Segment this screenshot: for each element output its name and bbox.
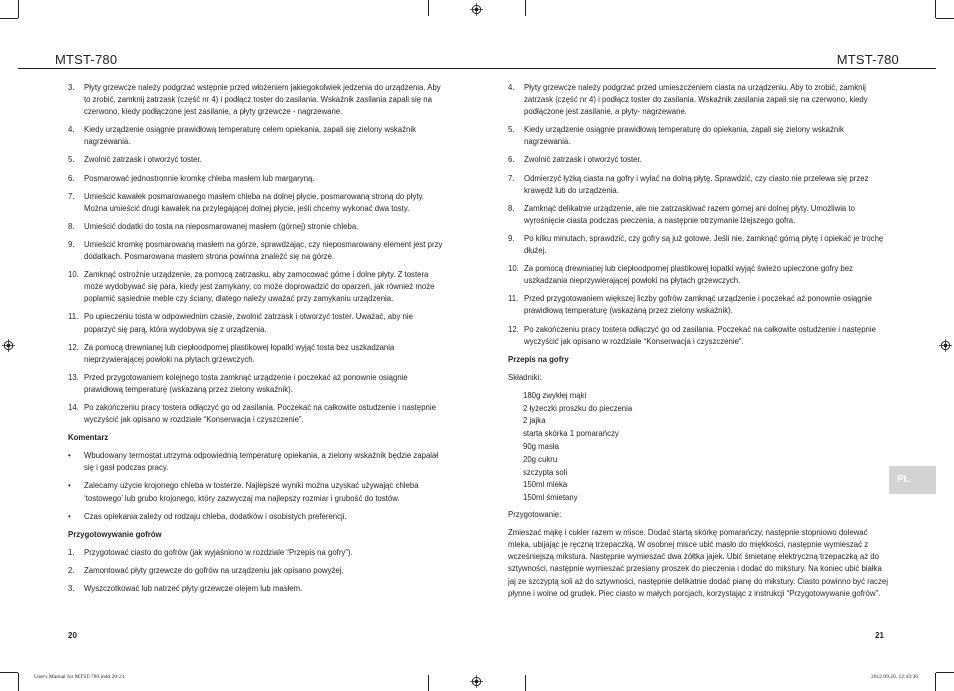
bullet-marker: • — [68, 511, 71, 521]
instruction-list — [68, 82, 445, 426]
page-number: 21 — [875, 631, 884, 640]
ingredient-list — [508, 390, 888, 505]
waffle-instruction-list — [68, 547, 445, 595]
item-text: Po zakończeniu pracy tostera odłączyć go od zasilania. Poczekać na całkowite ostudzenie i następnie wyczyścić jak opisano w rozdziale “Konserwacja i czyszczenie”. — [524, 324, 876, 346]
left-content — [68, 82, 445, 601]
item-number: 10. — [68, 270, 79, 280]
list-item — [508, 154, 888, 166]
item-number: 10. — [508, 264, 519, 274]
item-number: 3. — [68, 584, 75, 593]
list-item — [508, 82, 888, 118]
right-page — [477, 0, 954, 691]
list-item — [508, 324, 888, 348]
item-text: Czas opiekania zależy od rodzaju chleba, dodatków i osobistych preferencji. — [84, 511, 347, 521]
section-heading: Komentarz — [68, 433, 109, 443]
list-item — [68, 583, 445, 595]
item-text: Wyszczotkować lub natrzeć płyty grzewcze olejem lub masłem. — [84, 584, 303, 593]
item-number: 14. — [68, 402, 79, 412]
section-heading: Przepis na gofry — [508, 354, 569, 364]
bullet-marker: • — [68, 451, 71, 461]
list-item — [508, 173, 888, 197]
item-text: Posmarować jednostronnie kromkę chleba masłem lub margaryną. — [84, 173, 315, 183]
preparation-label: Przygotowanie: — [508, 510, 562, 520]
list-item — [68, 82, 445, 118]
ingredient-item: 2 łyżeczki proszku do pieczenia — [523, 403, 633, 413]
item-text: Po upieczeniu tosta w odpowiednim czasie, zwolnić zatrzask i otworzyć toster. Uważać, aby nie poparzyć się parą, która wydobywa się z urządzenia. — [84, 312, 413, 334]
title-rule — [18, 68, 477, 69]
item-number: 13. — [68, 372, 79, 382]
comment-list — [68, 450, 445, 522]
item-text: Płyty grzewcze należy podgrzać przed umieszczeniem ciasta na urządzeniu. Aby to zrobić, zamknij zatrzask (część nr 4) i podłącz toster do zasilania. Wskaźnik zasilania zapali się na czerwono, kiedy podłączone jest zasilanie, a płyty- nagrzewane. — [524, 83, 868, 117]
list-item — [68, 173, 445, 185]
list-item — [68, 342, 445, 366]
item-number: 4. — [508, 83, 515, 92]
footer-datetime: 2012.09.20. 12:43:36 — [870, 674, 918, 680]
ingredient-item: 90g masła — [523, 442, 559, 452]
item-text: Kiedy urządzenie osiągnie prawidłową temperaturę do opiekania, zapali się zielony wskaźnik nagrzewania. — [524, 125, 844, 147]
section-heading: Przygotowywanie gofrów — [68, 529, 162, 539]
item-number: 6. — [508, 155, 515, 165]
bullet-item — [68, 480, 445, 504]
item-number: 11. — [508, 294, 519, 304]
item-text: Przygotować ciasto do gofrów (jak wyjaśniono w rozdziale “Przepis na gofry”). — [84, 547, 353, 557]
list-item — [68, 372, 445, 396]
ingredient-item: 150ml śmietany — [523, 493, 578, 503]
item-number: 3. — [68, 83, 75, 92]
footer-file-info: User's Manual for MTST-780.indd 20-21 — [34, 674, 125, 680]
item-number: 8. — [508, 203, 515, 213]
item-text: Odmierzyć łyżką ciasta na gofry i wylać na dolną płytę. Sprawdzić, czy ciasto nie przelewa się przez krawędź lub do urządzenia. — [524, 173, 869, 195]
list-item — [68, 124, 445, 148]
right-content — [508, 82, 888, 606]
item-text: Umieścić kawałek posmarowanego masłem chleba na dolnej płycie, posmarowaną stroną do płyty. Można umieścić drugi kawałek na przylegającej dolnej płycie, jeśli chcemy wykonać dwa tosty. — [84, 191, 425, 213]
item-number: 7. — [508, 173, 515, 183]
item-text: Za pomocą drewnianej lub ciepłoodpornej plastikowej łopatki wyjąć tosta bez uszkadzania nieprzywierającej powłoki na płytach grzewczych. — [84, 342, 395, 364]
item-text: Wbudowany termostat utrzyma odpowiednią temperaturę opiekania, a zielony wskaźnik będzie zapalał się i gasł podczas pracy. — [84, 451, 439, 473]
item-text: Umieścić dodatki do tosta na nieposmarowanej masłem (górnej) stronie chleba. — [84, 221, 359, 231]
item-number: 9. — [68, 239, 75, 249]
item-number: 9. — [508, 233, 515, 243]
list-item — [68, 221, 445, 233]
preparation-text: Zmieszać mąkę i cukier razem w misce. Dodać startą skórkę pomarańczy, następnie stopniowo dolewać mleka, ubijając je ręczną trzepaczką. W osobnej misce ubić masło do miękkości, następnie wymieszać z wcześniejszą mikstura. Następnie wymieszać dwa żółtka jajek. Ubić śmietanę elektryczną trzepaczką aż do sztywności, następnie wymieszać przesiany proszek do pieczenia i dodać do mikstury. Na koniec ubić białka jaj ze szczyptą soli aż do sztywności, następnie delikatnie dodać pianę do mikstury. Ciasto powinno być raczej płynne i wolne od grudek. Piec ciasto w małych porcjach, korzystając z instrukcji “Przygotowywanie gofrów”. — [508, 528, 888, 598]
item-text: Po kilku minutach, sprawdzić, czy gofry są już gotowe. Jeśli nie, zamknąć górną płytę i opiekać je trochę dłużej. — [524, 233, 884, 256]
ingredient-item: starta skórka 1 pomarańczy — [523, 429, 619, 439]
item-text: Przed przygotowaniem kolejnego tosta zamknąć urządzenie i poczekać aż ponownie osiągnie prawidłową temperaturę (wskazaną przez zielony wskaźnik). — [84, 372, 408, 394]
bullet-item — [68, 450, 445, 474]
ingredient-item: 2 jajka — [523, 416, 546, 426]
ingredient-item: szczypta soli — [523, 467, 568, 477]
list-item — [68, 311, 445, 335]
list-item — [68, 547, 445, 559]
page-title: MTST-780 — [836, 52, 899, 67]
item-text: Zamknąć delikatnie urządzenie, ale nie zatrzaskiwać razem górnej ani dolnej płyty. Umożliwia to wyrośnięcie ciasta podczas pieczenia, a następnie otrzymanie lżejszego gofra. — [524, 203, 855, 225]
list-item — [68, 269, 445, 305]
item-text: Umieścić kromkę posmarowaną masłem na górze, sprawdzając, czy nieposmarowany element jest przy dodatkach. Posmarowana masłem strona powinna znaleźć się na górze. — [84, 239, 443, 262]
item-number: 4. — [68, 125, 75, 135]
item-text: Po zakończeniu pracy tostera odłączyć go od zasilania. Poczekać na całkowite ostudzenie i następnie wyczyścić jak opisano w rozdziale “Konserwacja i czyszczenie”. — [84, 402, 436, 425]
list-item — [68, 154, 445, 166]
language-tab: PL — [889, 466, 936, 494]
page-title: MTST-780 — [55, 52, 118, 67]
title-rule — [477, 68, 936, 69]
item-number: 5. — [68, 155, 75, 165]
instruction-list — [508, 82, 888, 348]
list-item — [68, 191, 445, 215]
list-item — [508, 124, 888, 148]
item-text: Kiedy urządzenie osiągnie prawidłową temperaturę celem opiekania, zapali się zielony wskaźnik nagrzewania. — [84, 125, 416, 147]
item-number: 11. — [68, 312, 79, 322]
item-number: 2. — [68, 565, 75, 575]
item-text: Płyty grzewcze należy podgrzać wstępnie przed włożeniem jakiegokolwiek jedzenia do urządzenia. Aby to zrobić, zamknij zatrzask (część nr 4) i podłącz toster do zasilania. Wskaźnik zasilania zapali się na czerwono, kiedy podłączone jest zasilanie, a płyty grzewcze - nagrzewane. — [84, 83, 441, 117]
item-number: 8. — [68, 221, 75, 231]
ingredient-item: 180g zwykłej mąki — [523, 390, 587, 400]
bullet-item — [68, 511, 445, 523]
item-number: 5. — [508, 125, 515, 135]
list-item — [508, 203, 888, 227]
item-text: Zamontować płyty grzewcze do gofrów na urządzeniu jak opisano powyżej. — [84, 565, 344, 575]
item-number: 1. — [68, 547, 75, 557]
item-text: Zamknąć ostrożnie urządzenie, za pomocą zatrzasku, aby zamocować górne i dolne płyty. Z tostera może wydobywać się para, kiedy jest zamykany, co może doprowadzić do oparzeń, jak również może poplamić sąsiednie meble czy ściany, dlatego należy uważać przy zamykaniu urządzenia. — [84, 270, 435, 304]
ingredient-item: 150ml mleka — [523, 480, 568, 490]
list-item — [508, 263, 888, 287]
item-number: 12. — [508, 324, 519, 334]
item-text: Za pomocą drewnianej lub ciepłoodpornej plastikowej łopatki wyjąć świeżo upieczone gofry bez uszkadzania nieprzywierającej powłoki na płytach grzewczych. — [524, 264, 853, 286]
item-number: 12. — [68, 342, 79, 352]
bullet-marker: • — [68, 481, 71, 491]
list-item — [68, 402, 445, 426]
ingredients-label: Składniki: — [508, 372, 542, 382]
list-item — [508, 233, 888, 257]
list-item — [68, 239, 445, 263]
ingredient-item: 20g cukru — [523, 454, 558, 464]
item-number: 6. — [68, 173, 75, 183]
list-item — [68, 565, 445, 577]
item-text: Zalecamy użycie krojonego chleba w tosterze. Najlepsze wyniki można uzyskać używając chleba ‘tostowego’ lub grubo krojonego, który zazwyczaj ma najlepszy rozmiar i grubość do tostów. — [84, 481, 419, 503]
item-text: Zwolnić zatrzask i otworzyć toster. — [524, 155, 642, 165]
page-number: 20 — [68, 631, 77, 640]
item-text: Przed przygotowaniem większej liczby gofrów zamknąć urządzenie i poczekać aż ponownie osiągnie prawidłową temperaturę (wskazaną przez zielony wskaźnik). — [524, 294, 873, 316]
item-text: Zwolnić zatrzask i otworzyć toster. — [84, 155, 202, 165]
item-number: 7. — [68, 191, 75, 201]
list-item — [508, 293, 888, 317]
